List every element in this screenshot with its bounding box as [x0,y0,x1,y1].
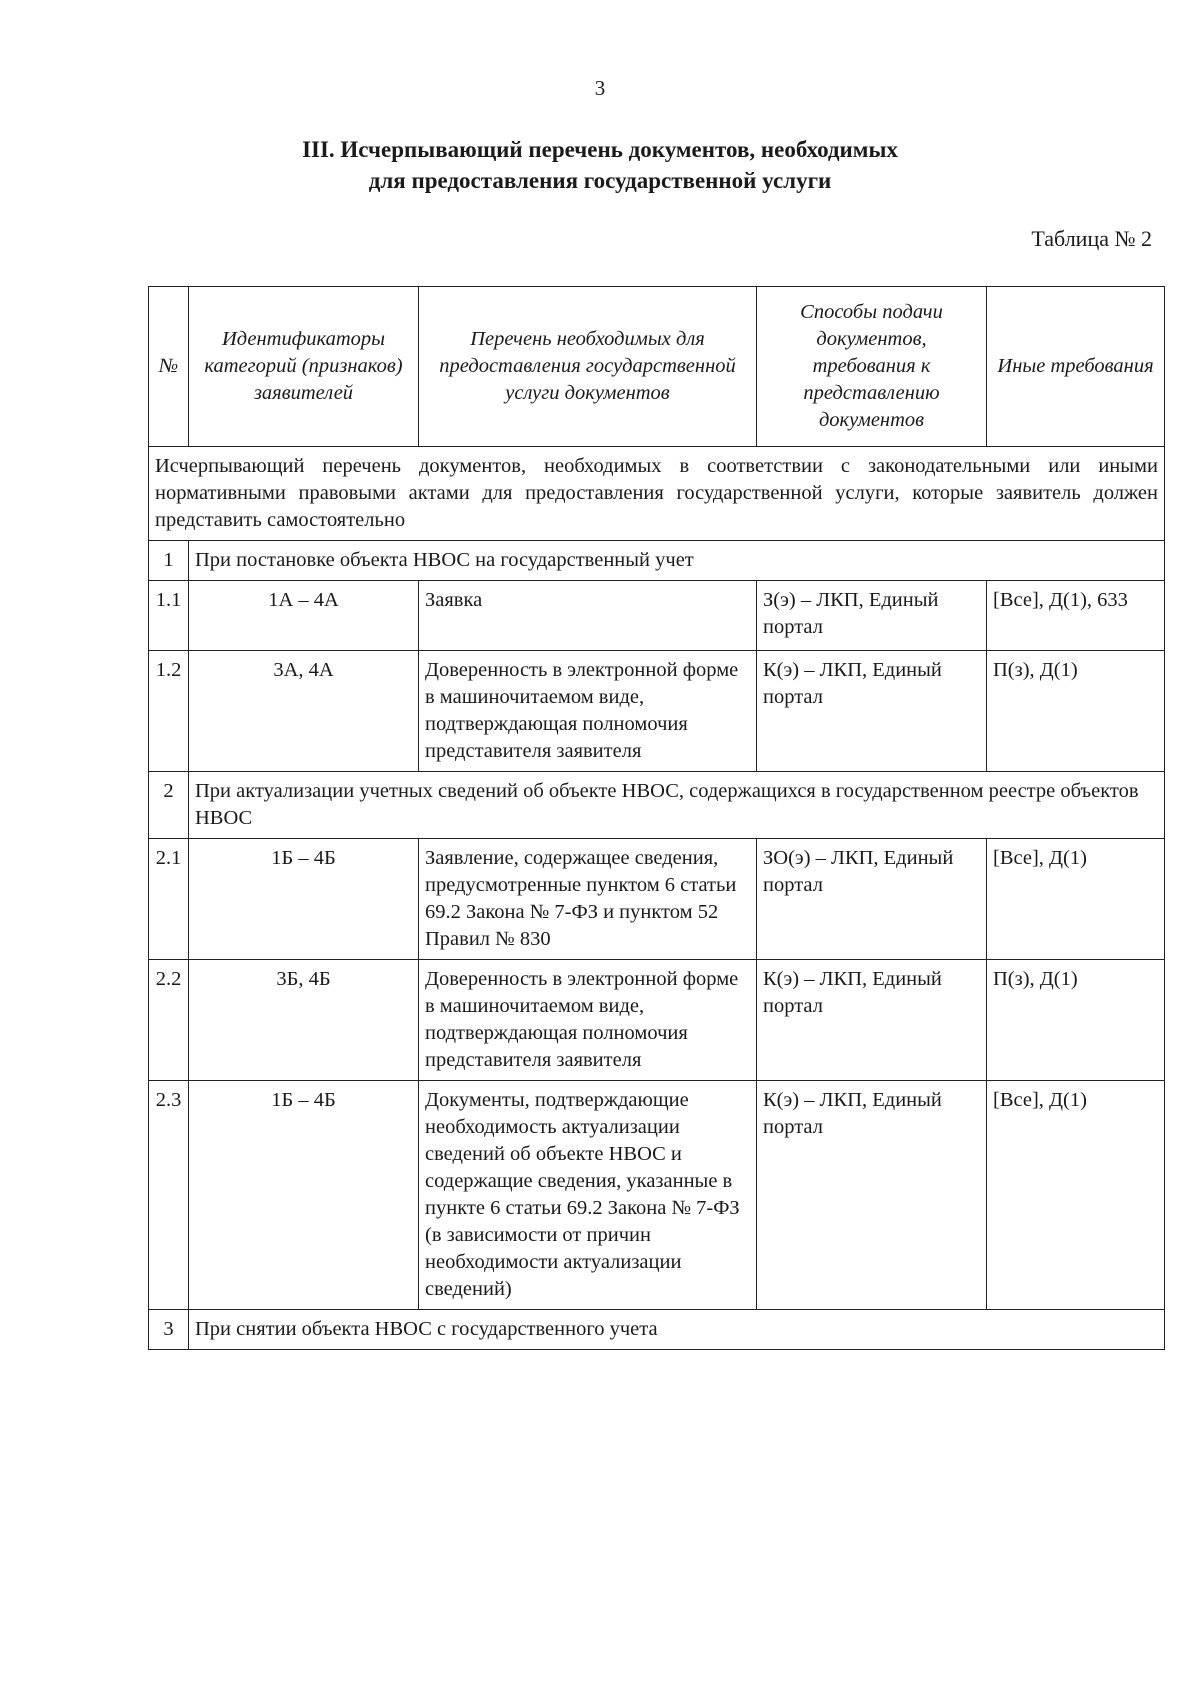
row-number: 2.3 [149,1081,189,1310]
table-row [149,1081,1165,1310]
documents-table [148,286,1165,1350]
table-row [149,581,1165,651]
submission-method: ЗО(э) – ЛКП, Единый портал [757,839,987,960]
group-row [149,541,1165,581]
table-caption: Таблица № 2 [1031,226,1152,251]
row-number: 1.1 [149,581,189,651]
header-applicant-ids: Идентификаторы категорий (признаков) заявителей [189,287,419,447]
section-title-line-2: для предоставления государственной услуги [368,168,832,193]
document-name: Заявка [419,581,757,651]
header-submission-methods: Способы подачи документов, требования к представлению документов [757,287,987,447]
group-title: При постановке объекта НВОС на государственный учет [189,541,1165,581]
group-title: При актуализации учетных сведений об объекте НВОС, содержащихся в государственном реестре объектов НВОС [189,772,1165,839]
section-title-line-1: III. Исчерпывающий перечень документов, необходимых [302,137,898,162]
section-description-row [149,447,1165,541]
applicant-ids: 1Б – 4Б [189,1081,419,1310]
page-number: 3 [594,76,606,100]
submission-method: К(э) – ЛКП, Единый портал [757,960,987,1081]
table-row [149,960,1165,1081]
table-row [149,651,1165,772]
submission-method: З(э) – ЛКП, Единый портал [757,581,987,651]
table-header-row [149,287,1165,447]
submission-method: К(э) – ЛКП, Единый портал [757,651,987,772]
row-number: 2.2 [149,960,189,1081]
group-row [149,772,1165,839]
other-requirements: [Все], Д(1), 633 [987,581,1165,651]
other-requirements: П(з), Д(1) [987,960,1165,1081]
table-row [149,839,1165,960]
header-num: № [149,287,189,447]
applicant-ids: 1Б – 4Б [189,839,419,960]
group-number: 2 [149,772,189,839]
group-number: 1 [149,541,189,581]
applicant-ids: 3А, 4А [189,651,419,772]
other-requirements: [Все], Д(1) [987,1081,1165,1310]
document-name: Заявление, содержащее сведения, предусмотренные пунктом 6 статьи 69.2 Закона № 7-ФЗ и пунктом 52 Правил № 830 [419,839,757,960]
other-requirements: [Все], Д(1) [987,839,1165,960]
document-name: Доверенность в электронной форме в машиночитаемом виде, подтверждающая полномочия представителя заявителя [419,651,757,772]
section-description: Исчерпывающий перечень документов, необходимых в соответствии с законодательными или иными нормативными правовыми актами для предоставления государственной услуги, которые заявитель должен представить самостоятельно [149,447,1165,541]
document-name: Доверенность в электронной форме в машиночитаемом виде, подтверждающая полномочия представителя заявителя [419,960,757,1081]
other-requirements: П(з), Д(1) [987,651,1165,772]
submission-method: К(э) – ЛКП, Единый портал [757,1081,987,1310]
row-number: 1.2 [149,651,189,772]
group-title: При снятии объекта НВОС с государственного учета [189,1310,1165,1350]
group-number: 3 [149,1310,189,1350]
document-name: Документы, подтверждающие необходимость актуализации сведений об объекте НВОС и содержащие сведения, указанные в пункте 6 статьи 69.2 Закона № 7-ФЗ (в зависимости от причин необходимости актуализации сведений) [419,1081,757,1310]
section-title [0,134,1200,196]
applicant-ids: 3Б, 4Б [189,960,419,1081]
applicant-ids: 1А – 4А [189,581,419,651]
group-row [149,1310,1165,1350]
row-number: 2.1 [149,839,189,960]
header-other-requirements: Иные требования [987,287,1165,447]
header-documents: Перечень необходимых для предоставления государственной услуги документов [419,287,757,447]
